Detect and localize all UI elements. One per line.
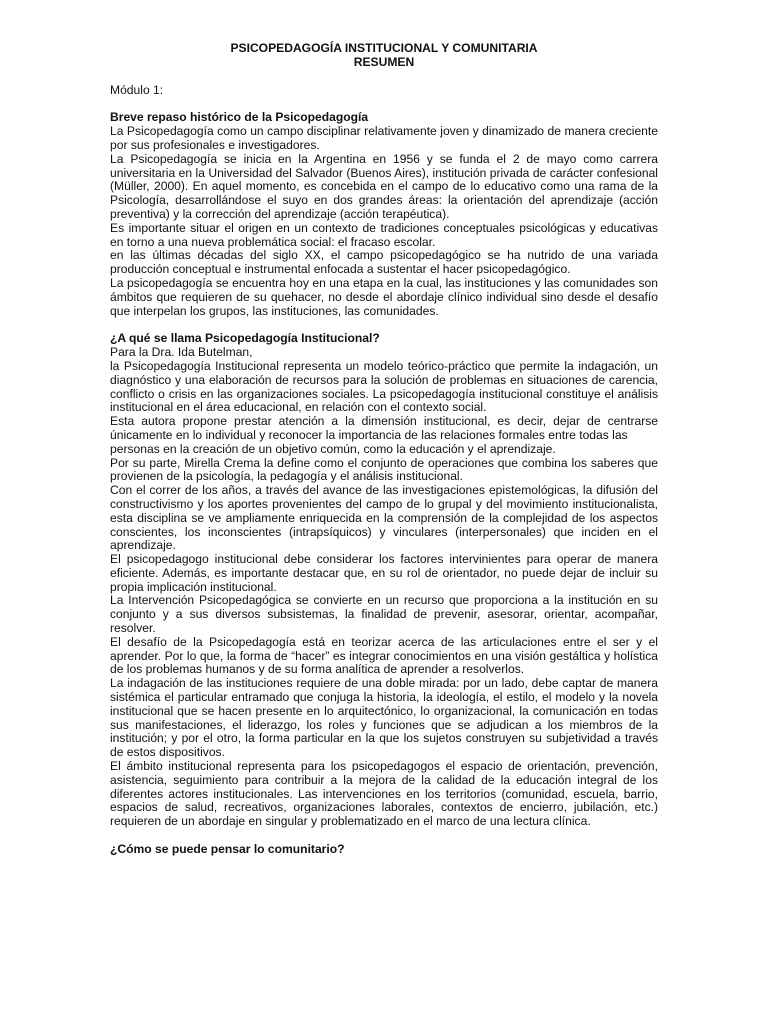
section-history <box>110 111 658 318</box>
paragraph: El psicopedagogo institucional debe considerar los factores intervinientes para operar de manera eficiente. Además, es importante destacar que, en su rol de orientador, no puede dejar de incluir su propia implicación institucional. <box>110 552 658 594</box>
section-community <box>110 843 658 857</box>
paragraph: Es importante situar el origen en un contexto de tradiciones conceptuales psicológicas y educativas en torno a una nueva problemática social: el fracaso escolar. <box>110 220 658 249</box>
paragraph: La Psicopedagogía como un campo disciplinar relativamente joven y dinamizado de manera creciente por sus profesionales e investigadores. <box>110 124 658 152</box>
module-label: Módulo 1: <box>110 82 164 97</box>
document-title-line-2: RESUMEN <box>353 54 415 69</box>
paragraph: La Intervención Psicopedagógica se convierte en un recurso que proporciona a la institución en su conjunto y a sus diversos subsistemas, la finalidad de prevenir, asesorar, orientar, acompañar, resolver. <box>110 593 658 636</box>
paragraph: personas en la creación de un objetivo común, como la educación y el aprendizaje. <box>110 441 556 456</box>
paragraph: El ámbito institucional representa para los psicopedagogos el espacio de orientación, prevención, asistencia, seguimiento para contribuir a la mejora de la calidad de la educación integral de los diferentes actores institucionales. Las intervenciones en los territorios (comunidad, escuela, barrio, espacios de salud, recreativos, organizaciones laborales, contextos de encierro, jubilación, etc.) requieren de un abordaje en singular y problematizado en el marco de una lectura clínica. <box>110 759 658 829</box>
paragraph: la Psicopedagogía Institucional representa un modelo teórico-práctico que permite la indagación, un diagnóstico y una elaboración de recursos para la solución de problemas en situaciones de carencia, conflicto o crisis en las organizaciones sociales. La psicopedagogía institucional constituye el análisis institucional en el área educacional, en relación con el contexto social. <box>110 358 658 415</box>
paragraph: La Psicopedagogía se inicia en la Argentina en 1956 y se funda el 2 de mayo como carrera universitaria en la Universidad del Salvador (Buenos Aires), institución privada de carácter confesional (Müller, 2000). En aquel momento, es concebida en el campo de lo educativo como una rama de la Psicología, desarrollándose el suyo en dos grandes áreas: la orientación del aprendizaje (acción preventiva) y la corrección del aprendizaje (acción terapéutica). <box>110 151 658 221</box>
section-heading: ¿A qué se llama Psicopedagogía Institucional? <box>110 331 380 346</box>
section-heading: ¿Cómo se puede pensar lo comunitario? <box>110 842 345 857</box>
section-heading: Breve repaso histórico de la Psicopedagogía <box>110 110 369 125</box>
paragraph: La indagación de las instituciones requiere de una doble mirada: por un lado, debe captar de manera sistémica el particular entramado que conjuga la historia, la ideología, el estilo, el modelo y la novela institucional que se hacen presente en lo arquitectónico, lo organizacional, la comunicación en todas sus manifestaciones, el liderazgo, los roles y funciones que se adjudican a los miembros de la institución; y por el otro, la forma particular en la que los sujetos construyen su subjetividad a través de estos dispositivos. <box>110 676 658 760</box>
paragraph: en las últimas décadas del siglo XX, el campo psicopedagógico se ha nutrido de una variada producción conceptual e instrumental enfocada a sustentar el hacer psicopedagógico. <box>110 248 658 277</box>
paragraph: Para la Dra. Ida Butelman, <box>110 345 253 360</box>
paragraph: La psicopedagogía se encuentra hoy en una etapa en la cual, las instituciones y las comunidades son ámbitos que requieren de su quehacer, no desde el abordaje clínico individual sino desde el desafío que interpelan los grupos, las instituciones, las comunidades. <box>110 275 658 318</box>
paragraph: El desafío de la Psicopedagogía está en teorizar acerca de las articulaciones entre el ser y el aprender. Por lo que, la forma de “hacer” es integrar conocimientos en una visión gestáltica y holística de los problemas humanos y de su forma analítica de aprender a resolverlos. <box>110 634 658 677</box>
paragraph: Esta autora propone prestar atención a la dimensión institucional, es decir, dejar de centrarse únicamente en lo individual y reconocer la importancia de las relaciones formales entre todas las <box>110 414 658 442</box>
section-institutional <box>110 332 658 829</box>
paragraph: Por su parte, Mirella Crema la define como el conjunto de operaciones que combina los saberes que provienen de la psicología, la pedagogía y el análisis institucional. <box>110 455 658 484</box>
document-title-line-1: PSICOPEDAGOGÍA INSTITUCIONAL Y COMUNITARIA <box>230 41 538 55</box>
paragraph: Con el correr de los años, a través del avance de las investigaciones epistemológicas, la difusión del constructivismo y los aportes provenientes del campo de lo grupal y del movimiento institucionalista, esta disciplina se ve ampliamente enriquecida en la comprensión de la complejidad de los aspectos conscientes, los inconscientes (intrapsíquicos) y vinculares (interpersonales) que inciden en el aprendizaje. <box>110 483 658 553</box>
